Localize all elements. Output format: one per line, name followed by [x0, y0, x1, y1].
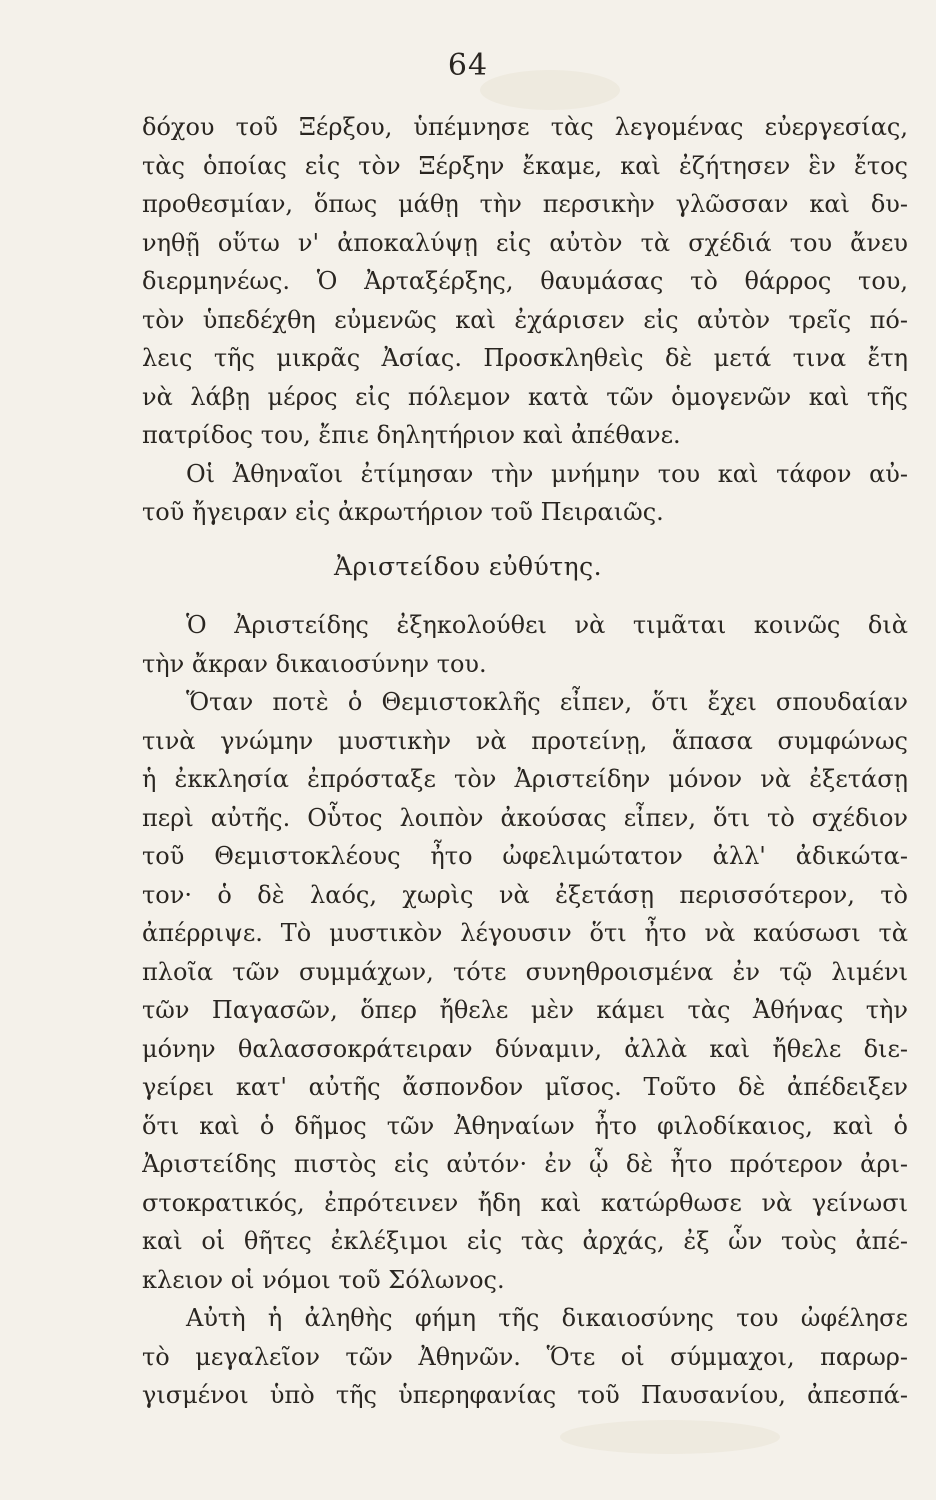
text-line: λεις τῆς μικρᾶς Ἀσίας. Προσκληθεὶς δὲ μετά τινα ἔτη	[142, 344, 908, 372]
text-line: τοῦ Θεμιστοκλέους ἦτο ὠφελιμώτατον ἀλλ' ἀδικώτα-	[142, 842, 908, 870]
text-line: τῶν Παγασῶν, ὅπερ ἤθελε μὲν κάμει τὰς Ἀθήνας τὴν	[142, 996, 908, 1024]
text-line: νηθῇ οὕτω ν' ἀποκαλύψῃ εἰς αὐτὸν τὰ σχέδιά του ἄνευ	[142, 228, 908, 257]
text-line: νὰ λάβῃ μέρος εἰς πόλεμον κατὰ τῶν ὁμογενῶν καὶ τῆς	[142, 382, 908, 411]
text-line: τὴν ἄκραν δικαιοσύνην του.	[142, 649, 487, 678]
text-line: πλοῖα τῶν συμμάχων, τότε συνηθροισμένα ἐν τῷ λιμένι	[142, 957, 908, 986]
text-line: τὸν ὑπεδέχθη εὐμενῶς καὶ ἐχάρισεν εἰς αὐτὸν τρεῖς πό-	[142, 305, 908, 334]
text-line: τον· ὁ δὲ λαός, χωρὶς νὰ ἐξετάσῃ περισσότερον, τὸ	[142, 880, 908, 909]
text-line: ἀπέρριψε. Τὸ μυστικὸν λέγουσιν ὅτι ἦτο νὰ καύσωσι τὰ	[142, 919, 908, 947]
paragraph-block-2	[142, 606, 908, 1415]
text-line: Ὁ Ἀριστείδης ἐξηκολούθει νὰ τιμᾶται κοινῶς διὰ	[186, 611, 908, 639]
text-line: κλειον οἱ νόμοι τοῦ Σόλωνος.	[142, 1265, 505, 1294]
text-line: Αὐτὴ ἡ ἀληθὴς φήμη τῆς δικαιοσύνης του ὠφέλησε	[186, 1304, 908, 1332]
section-heading: Ἀριστείδου εὐθύτης.	[333, 552, 603, 581]
text-line: τινὰ γνώμην μυστικὴν νὰ προτείνῃ, ἅπασα συμφώνως	[142, 726, 908, 755]
text-line: διερμηνέως. Ὁ Ἀρταξέρξης, θαυμάσας τὸ θάρρος του,	[142, 267, 908, 295]
page-number: 64	[447, 48, 489, 83]
text-line: καὶ οἱ θῆτες ἐκλέξιμοι εἰς τὰς ἀρχάς, ἐξ ὧν τοὺς ἀπέ-	[142, 1227, 908, 1255]
text-line: Ὅταν ποτὲ ὁ Θεμιστοκλῆς εἶπεν, ὅτι ἔχει σπουδαίαν	[186, 688, 908, 716]
text-line: Οἱ Ἀθηναῖοι ἐτίμησαν τὴν μνήμην του καὶ τάφον αὐ-	[186, 459, 908, 488]
text-line: δόχου τοῦ Ξέρξου, ὑπέμνησε τὰς λεγομένας εὐεργεσίας,	[142, 113, 908, 141]
text-line: στοκρατικός, ἐπρότεινεν ἤδη καὶ κατώρθωσε νὰ γείνωσι	[142, 1188, 908, 1217]
text-line: γισμένοι ὑπὸ τῆς ὑπερηφανίας τοῦ Παυσανίου, ἀπεσπά-	[142, 1381, 908, 1409]
text-line: ὅτι καὶ ὁ δῆμος τῶν Ἀθηναίων ἦτο φιλοδίκαιος, καὶ ὁ	[142, 1111, 908, 1140]
text-line: τὸ μεγαλεῖον τῶν Ἀθηνῶν. Ὅτε οἱ σύμμαχοι, παρωρ-	[142, 1342, 908, 1371]
text-line: περὶ αὐτῆς. Οὗτος λοιπὸν ἀκούσας εἶπεν, ὅτι τὸ σχέδιον	[142, 803, 908, 832]
text-line: μόνην θαλασσοκράτειραν δύναμιν, ἀλλὰ καὶ ἤθελε διε-	[142, 1034, 908, 1063]
text-line: Ἀριστείδης πιστὸς εἰς αὐτόν· ἐν ᾧ δὲ ἦτο πρότερον ἀρι-	[142, 1150, 908, 1178]
text-line: τοῦ ἤγειραν εἰς ἀκρωτήριον τοῦ Πειραιῶς.	[142, 498, 664, 526]
text-line: πατρίδος του, ἔπιε δηλητήριον καὶ ἀπέθανε.	[142, 421, 681, 449]
text-line: ἡ ἐκκλησία ἐπρόσταξε τὸν Ἀριστείδην μόνον νὰ ἐξετάσῃ	[142, 765, 908, 793]
paragraph-block-1	[142, 108, 908, 532]
text-line: γείρει κατ' αὐτῆς ἄσπονδον μῖσος. Τοῦτο δὲ ἀπέδειξεν	[142, 1073, 908, 1101]
text-line: προθεσμίαν, ὅπως μάθῃ τὴν περσικὴν γλῶσσαν καὶ δυ-	[142, 190, 908, 218]
text-line: τὰς ὁποίας εἰς τὸν Ξέρξην ἔκαμε, καὶ ἐζήτησεν ἓν ἔτος	[142, 151, 908, 180]
